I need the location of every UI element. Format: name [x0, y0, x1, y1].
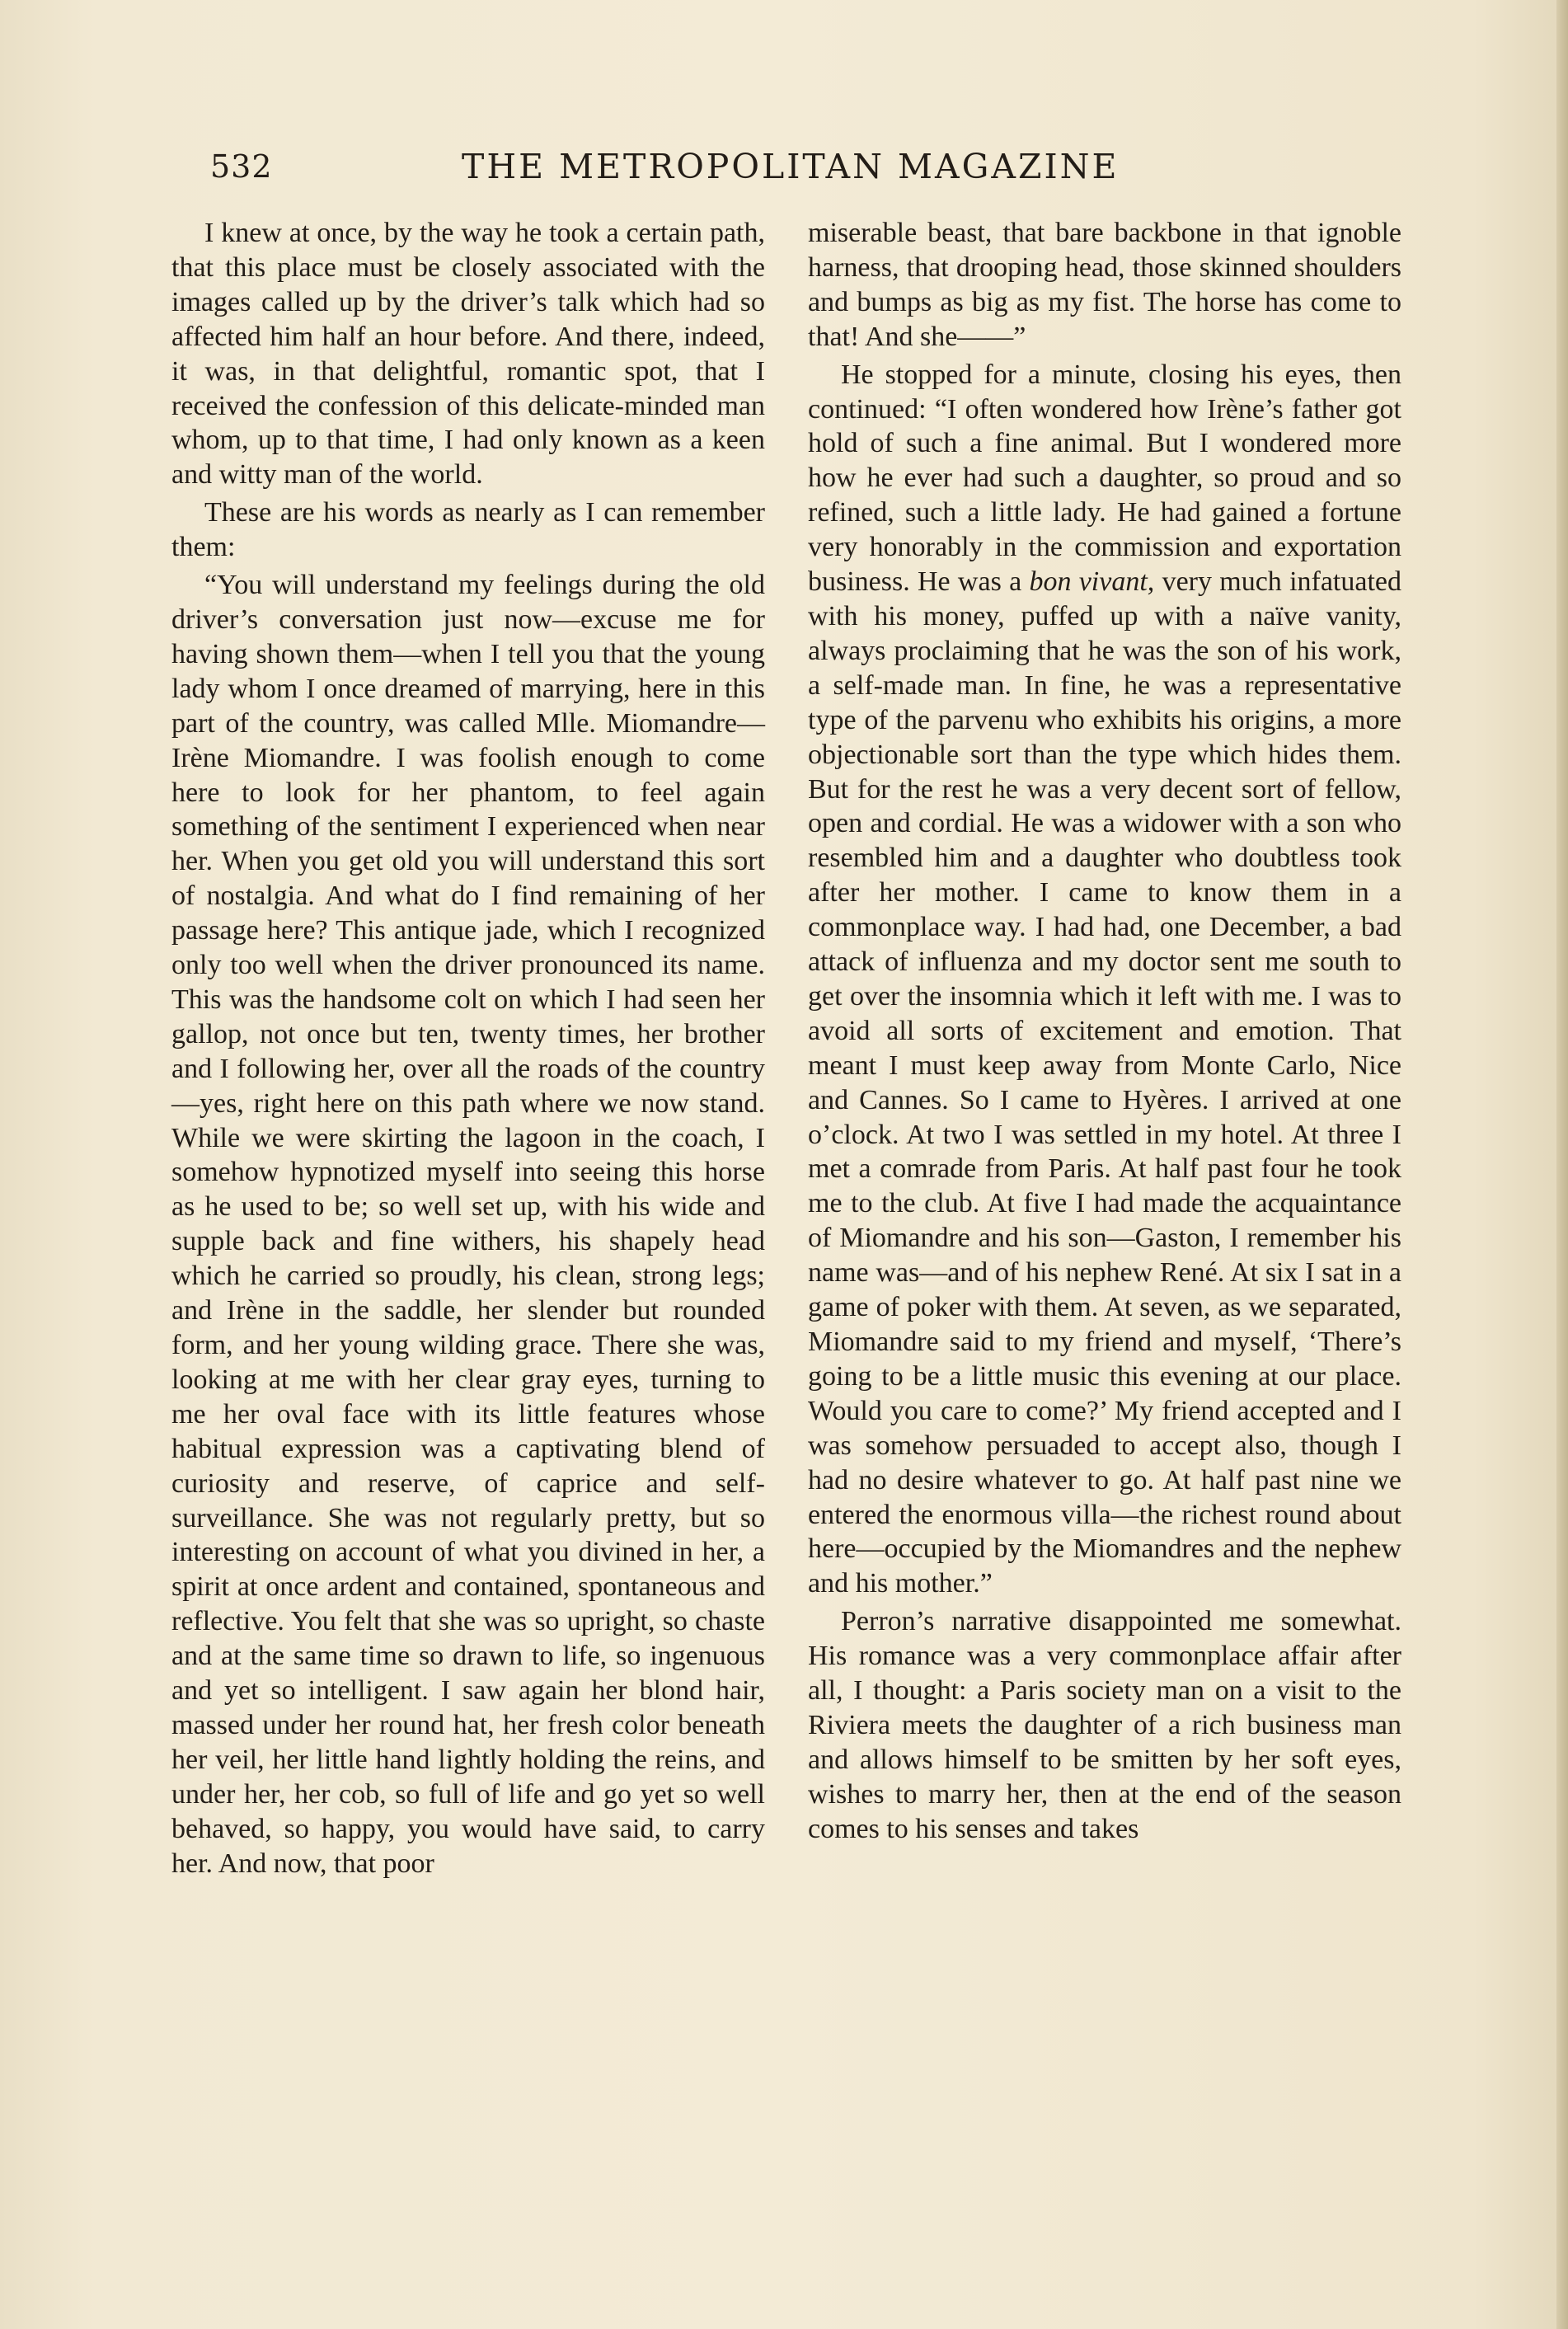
paragraph: Perron’s narrative disappointed me somewhat. His romance was a very commonplace affair after all, I thought: a Paris society man on a visit to the Riviera meets the daughter of a rich business man and allows himself to be smitten by her soft eyes, wishes to marry her, then at the end of the season comes to his senses and takes	[808, 1606, 1401, 1844]
paragraph: “You will understand my feelings during the old driver’s conversation just now—excuse me for having shown them—when I tell you that the young lady whom I once dreamed of marrying, here in this part of the country, was called Mlle. Miomandre—Irène Miomandre. I was foolish enough to come here to look for her phantom, to feel again something of the sentiment I experienced when near her. When you get old you will understand this sort of nostalgia. And what do I find remaining of her passage here? This antique jade, which I recognized only too well when the driver pronounced its name. This was the handsome colt on which I had seen her gallop, not once but ten, twenty times, her brother and I following her, over all the roads of the country—yes, right here on this path where we now stand. While we were skirting the lagoon in the coach, I somehow hypnotized myself into seeing this horse as he used to be; so well set up, with his wide and supple back and fine withers, his shapely head which he carried so proudly, his clean, strong legs; and Irène in the saddle, her slender but rounded form, and her young wilding grace. There she was, looking at me with her clear gray eyes, turning to me her oval face with its little features whose habitual expression was a captivating blend of curiosity and reserve, of caprice and self-surveillance. She was not regularly pretty, but so interesting on account of what you divined in her, a spirit at once ardent and contained, spontaneous and reflective. You felt that she was so upright, so chaste and at the same time so drawn to life, so ingenuous and yet so intelligent. I saw again her blond hair, massed under her round hat, her fresh color beneath her veil, her little hand lightly holding the reins, and under her, her cob, so full of life and go yet so well behaved, so happy, you would have said, to carry her. And now, that poor	[171, 570, 765, 1879]
page-number: 532	[210, 148, 273, 185]
running-title: THE METROPOLITAN MAGAZINE	[462, 147, 1120, 186]
paragraph-text: very much infatuated with his money, puffed up with a naïve vanity, always proclaiming that he was the son of his work, a self-made man. In fine, he was a representative type of the parvenu who exhibits his origins, a more objectionable sort than the type which hides them. But for the rest he was a very decent sort of fellow, open and cordial. He was a widower with a son who resembled him and a daughter who doubtless took after her mother. I came to know them in a commonplace way. I had had, one December, a bad attack of influenza and my doctor sent me south to get over the insomnia which it left with me. I was to avoid all sorts of excitement and emotion. That meant I must keep away from Monte Carlo, Nice and Cannes. So I came to Hyères. I arrived at one o’clock. At two I was settled in my hotel. At three I met a comrade from Paris. At half past four he took me to the club. At five I had made the acquaintance of Miomandre and his son—Gaston, I remember his name was—and of his nephew René. At six I sat in a game of poker with them. At seven, as we separated, Miomandre said to my friend and myself, ‘There’s going to be a little music this evening at our place. Would you care to come?’ My friend accepted and I was somehow persuaded to accept also, though I had no desire whatever to go. At half past nine we entered the enormous villa—the richest round about here—occupied by the Miomandres and the nephew and his mother.”	[808, 566, 1402, 1599]
paragraph-continuation: miserable beast, that bare backbone in that ignoble harness, that drooping head, those skinned shoulders and bumps as big as my fist. The horse has come to that! And she——”	[808, 218, 1401, 352]
right-column	[808, 216, 1401, 1847]
page-header	[173, 147, 1146, 193]
paragraph	[808, 358, 1401, 1602]
paragraph-text: He stopped for a minute, closing his eyes, then continued: “I often wondered how Irène’s father got hold of such a fine animal. But I wondered more how he ever had such a daughter, so proud and so refined, such a little lady. He had gained a fortune very honorably in the commission and exportation business. He was a	[808, 359, 1401, 598]
left-column	[171, 216, 765, 1881]
italic-phrase: bon vivant,	[1029, 566, 1155, 598]
paragraph: I knew at once, by the way he took a certain path, that this place must be closely associated with the images called up by the driver’s talk which had so affected him half an hour before. And there, indeed, it was, in that delightful, romantic spot, that I received the confession of this delicate-minded man whom, up to that time, I had only known as a keen and witty man of the world.	[171, 218, 765, 491]
page-edge	[1556, 0, 1568, 2329]
paragraph: These are his words as nearly as I can remember them:	[171, 497, 765, 563]
